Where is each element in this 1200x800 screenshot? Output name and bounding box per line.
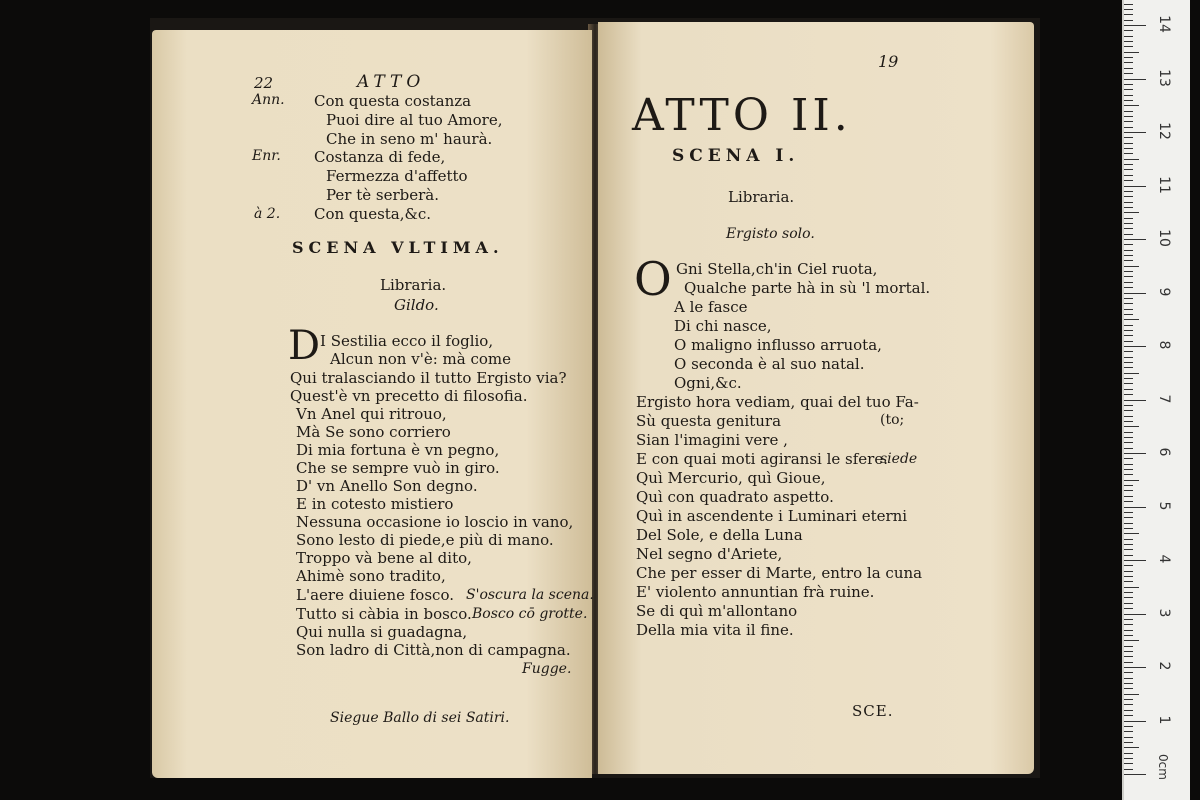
ruler-tick: [1124, 549, 1133, 550]
verse-line: Sono lesto di piede,e più di mano.: [296, 531, 554, 549]
ruler-tick: [1124, 212, 1139, 213]
ruler-tick: [1124, 346, 1146, 347]
verse-line: Quì Mercurio, quì Gioue,: [636, 469, 826, 487]
ruler-tick: [1124, 52, 1139, 53]
ruler-tick: [1124, 576, 1133, 577]
verse-line: A le fasce: [674, 298, 748, 316]
ruler-tick: [1124, 426, 1139, 427]
verse-line: Son ladro di Città,non di campagna.: [296, 641, 571, 659]
ruler-tick: [1124, 218, 1133, 219]
verse-line: O seconda è al suo natal.: [674, 355, 865, 373]
ruler-tick: [1124, 95, 1133, 96]
verse-line: Ogni,&c.: [674, 374, 742, 392]
ruler-tick: [1124, 662, 1133, 663]
character-label: Gildo.: [394, 296, 439, 314]
verse-line: Sù questa genitura: [636, 412, 782, 430]
stage-direction: Bosco cō grotte.: [472, 606, 588, 622]
ruler-tick: [1124, 763, 1133, 764]
ruler-tick: [1124, 469, 1133, 470]
verse-line: Sian l'imagini vere ,: [636, 431, 788, 449]
ruler-tick: [1124, 234, 1133, 235]
act-title: ATTO II.: [632, 90, 852, 141]
ruler-tick: [1124, 630, 1133, 631]
ruler-number: 11: [1156, 175, 1172, 194]
ruler-tick: [1124, 169, 1133, 170]
ruler-tick: [1124, 223, 1133, 224]
measurement-ruler: [1122, 0, 1190, 800]
ruler-tick: [1124, 298, 1133, 299]
ruler-tick: [1124, 678, 1133, 679]
ruler-tick: [1124, 528, 1133, 529]
ruler-tick: [1124, 442, 1133, 443]
ruler-tick: [1124, 710, 1133, 711]
ruler-tick: [1124, 330, 1133, 331]
ruler-tick: [1124, 153, 1133, 154]
ruler-tick: [1124, 758, 1133, 759]
ruler-tick: [1124, 731, 1133, 732]
ruler-tick: [1124, 79, 1146, 80]
ruler-tick: [1124, 619, 1133, 620]
verse-line: Ahimè sono tradito,: [296, 567, 446, 585]
ruler-tick: [1124, 341, 1133, 342]
ruler-tick: [1124, 726, 1133, 727]
ruler-tick: [1124, 159, 1139, 160]
ruler-tick: [1124, 314, 1133, 315]
ruler-tick: [1124, 416, 1133, 417]
ruler-tick: [1124, 383, 1133, 384]
ruler-tick: [1124, 228, 1133, 229]
stage-direction: siede: [880, 451, 918, 467]
verse-line: I Sestilia ecco il foglio,: [320, 332, 494, 350]
ruler-number: 3: [1156, 608, 1172, 617]
ruler-tick: [1124, 592, 1133, 593]
ruler-tick: [1124, 555, 1133, 556]
ruler-tick: [1124, 309, 1133, 310]
verse-line: Troppo và bene al dito,: [296, 549, 472, 567]
scene-heading: SCENA VLTIMA.: [292, 238, 504, 257]
ruler-tick: [1124, 507, 1146, 508]
ruler-tick: [1124, 464, 1133, 465]
left-page: [152, 30, 592, 778]
ruler-tick: [1124, 180, 1133, 181]
ruler-tick: [1124, 560, 1146, 561]
ruler-number: 13: [1156, 68, 1172, 87]
ruler-tick: [1124, 62, 1133, 63]
ruler-tick: [1124, 742, 1133, 743]
verse-line: Ergisto hora vediam, quai del tuo Fa-: [636, 393, 919, 411]
right-page-number: 19: [878, 52, 899, 71]
ruler-tick: [1124, 207, 1133, 208]
verse-line: Quì con quadrato aspetto.: [636, 488, 834, 506]
ruler-tick: [1124, 523, 1133, 524]
ruler-tick: [1124, 4, 1133, 5]
location-label: Libraria.: [380, 276, 447, 294]
ruler-tick: [1124, 41, 1133, 42]
ruler-tick: [1124, 753, 1133, 754]
speaker-label: Ann.: [252, 92, 285, 108]
ruler-tick: [1124, 646, 1133, 647]
verse-line: Che per esser di Marte, entro la cuna: [636, 564, 923, 582]
verse-line: O maligno influsso arruota,: [674, 336, 882, 354]
ruler-tick: [1124, 458, 1133, 459]
verse-line: Che in seno m' haurà.: [326, 130, 493, 148]
verse-line: Per tè serberà.: [326, 186, 440, 204]
ruler-tick: [1124, 73, 1133, 74]
page-footer: Siegue Ballo di sei Satiri.: [330, 710, 510, 726]
ruler-tick: [1124, 287, 1133, 288]
location-label: Libraria.: [728, 188, 795, 206]
ruler-tick: [1124, 581, 1133, 582]
verse-line: Vn Anel qui ritrouo,: [296, 405, 447, 423]
ruler-tick: [1124, 624, 1133, 625]
ruler-tick: [1124, 335, 1133, 336]
verse-line: Nessuna occasione io loscio in vano,: [296, 513, 574, 531]
ruler-number: 5: [1156, 501, 1172, 510]
ruler-tick: [1124, 774, 1146, 775]
ruler-tick: [1124, 25, 1146, 26]
ruler-tick: [1124, 282, 1133, 283]
verse-line: Qui nulla si guadagna,: [296, 623, 468, 641]
ruler-tick: [1124, 635, 1133, 636]
ruler-tick: [1124, 565, 1133, 566]
verse-line: E in cotesto mistiero: [296, 495, 454, 513]
ruler-tick: [1124, 111, 1133, 112]
ruler-tick: [1124, 351, 1133, 352]
ruler-number: 7: [1156, 394, 1172, 403]
ruler-tick: [1124, 244, 1133, 245]
left-running-title: ATTO: [357, 72, 426, 92]
ruler-tick: [1124, 496, 1133, 497]
ruler-tick: [1124, 84, 1133, 85]
ruler-tick: [1124, 432, 1133, 433]
speaker-label: à 2.: [254, 206, 281, 222]
ruler-tick: [1124, 571, 1133, 572]
ruler-tick: [1124, 196, 1133, 197]
ruler-tick: [1124, 293, 1146, 294]
verse-line: Qualche parte hà in sù 'l mortal.: [684, 279, 931, 297]
ruler-tick: [1124, 89, 1133, 90]
ruler-tick: [1124, 683, 1133, 684]
verse-line: Mà Se sono corriero: [296, 423, 451, 441]
ruler-tick: [1124, 512, 1133, 513]
ruler-tick: [1124, 266, 1139, 267]
verse-line: Quì in ascendente i Luminari eterni: [636, 507, 908, 525]
ruler-tick: [1124, 164, 1133, 165]
ruler-tick: [1124, 485, 1133, 486]
ruler-tick: [1124, 30, 1133, 31]
ruler-tick: [1124, 688, 1133, 689]
verse-line: Qui tralasciando il tutto Ergisto via?: [290, 369, 567, 387]
ruler-tick: [1124, 260, 1133, 261]
ruler-tick: [1124, 271, 1133, 272]
verse-line: Alcun non v'è: mà come: [330, 350, 512, 368]
ruler-tick: [1124, 186, 1146, 187]
ruler-tick: [1124, 14, 1133, 15]
ruler-tick: [1124, 747, 1139, 748]
verse-line: L'aere diuiene fosco.: [296, 586, 454, 604]
verse-line: E con quai moti agiransi le sfere.: [636, 450, 888, 468]
ruler-tick: [1124, 672, 1133, 673]
ruler-tick: [1124, 448, 1133, 449]
ruler-tick: [1124, 105, 1139, 106]
ruler-number: 4: [1156, 554, 1172, 564]
ruler-tick: [1124, 303, 1133, 304]
ruler-number: 12: [1156, 122, 1172, 140]
ruler-tick: [1124, 191, 1133, 192]
ruler-tick: [1124, 400, 1146, 401]
ruler-tick: [1124, 116, 1133, 117]
ruler-number: 9: [1156, 287, 1172, 296]
ruler-tick: [1124, 9, 1133, 10]
ruler-tick: [1124, 501, 1133, 502]
ruler-tick: [1124, 137, 1133, 138]
ruler-tick: [1124, 539, 1133, 540]
marginal-note: (to;: [880, 412, 905, 428]
ruler-tick: [1124, 143, 1133, 144]
verse-line: Se di quì m'allontano: [636, 602, 798, 620]
ruler-tick: [1124, 608, 1133, 609]
verse-line: Della mia vita il fine.: [636, 621, 794, 639]
ruler-tick: [1124, 603, 1133, 604]
verse-line: E' violento annuntian frà ruine.: [636, 583, 875, 601]
drop-cap: D: [288, 323, 321, 369]
ruler-tick: [1124, 587, 1139, 588]
ruler-tick: [1124, 46, 1133, 47]
ruler-tick: [1124, 490, 1133, 491]
ruler-tick: [1124, 480, 1139, 481]
ruler-tick: [1124, 453, 1146, 454]
ruler-tick: [1124, 20, 1133, 21]
ruler-tick: [1124, 362, 1133, 363]
ruler-tick: [1124, 533, 1139, 534]
ruler-number: 8: [1156, 340, 1172, 350]
verse-line: Puoi dire al tuo Amore,: [326, 111, 503, 129]
ruler-number: 2: [1156, 661, 1172, 671]
ruler-tick: [1124, 544, 1133, 545]
ruler-tick: [1124, 367, 1133, 368]
ruler-tick: [1124, 121, 1133, 122]
ruler-tick: [1124, 378, 1133, 379]
ruler-tick: [1124, 202, 1133, 203]
ruler-tick: [1124, 36, 1133, 37]
ruler-tick: [1124, 68, 1133, 69]
ruler-tick: [1124, 410, 1133, 411]
right-page: [598, 22, 1034, 774]
verse-line: Di chi nasce,: [674, 317, 772, 335]
verse-line: Con questa,&c.: [314, 205, 432, 223]
ruler-tick: [1124, 276, 1133, 277]
ruler-tick: [1124, 737, 1133, 738]
ruler-tick: [1124, 132, 1146, 133]
left-page-number: 22: [254, 74, 274, 92]
ruler-number: 14: [1156, 15, 1172, 33]
ruler-tick: [1124, 715, 1133, 716]
ruler-tick: [1124, 694, 1139, 695]
ruler-tick: [1124, 437, 1133, 438]
verse-line: Fermezza d'affetto: [326, 167, 468, 185]
character-label: Ergisto solo.: [726, 226, 815, 242]
ruler-number: 6: [1156, 447, 1172, 457]
ruler-tick: [1124, 319, 1139, 320]
ruler-unit-label: 0cm: [1155, 754, 1170, 780]
ruler-number: 10: [1156, 229, 1172, 247]
stage-direction: Fugge.: [522, 661, 572, 677]
ruler-tick: [1124, 373, 1139, 374]
ruler-tick: [1124, 357, 1133, 358]
verse-line: Costanza di fede,: [314, 148, 446, 166]
catchword: SCE.: [852, 702, 894, 720]
verse-line: Nel segno d'Ariete,: [636, 545, 783, 563]
verse-line: D' vn Anello Son degno.: [296, 477, 478, 495]
ruler-tick: [1124, 704, 1133, 705]
ruler-tick: [1124, 769, 1133, 770]
scene-heading: SCENA I.: [672, 146, 800, 166]
verse-line: Del Sole, e della Luna: [636, 526, 803, 544]
ruler-tick: [1124, 57, 1133, 58]
speaker-label: Enr.: [252, 148, 281, 164]
ruler-tick: [1124, 255, 1133, 256]
verse-line: Con questa costanza: [314, 92, 472, 110]
ruler-tick: [1124, 394, 1133, 395]
ruler-tick: [1124, 640, 1139, 641]
verse-line: Tutto si càbia in bosco.: [296, 605, 472, 623]
ruler-tick: [1124, 667, 1146, 668]
verse-line: Che se sempre vuò in giro.: [296, 459, 500, 477]
ruler-tick: [1124, 421, 1133, 422]
ruler-tick: [1124, 597, 1133, 598]
verse-line: Quest'è vn precetto di filosofia.: [290, 387, 528, 405]
open-book: [150, 18, 1040, 778]
stage-direction: S'oscura la scena.: [466, 587, 594, 603]
ruler-tick: [1124, 250, 1133, 251]
ruler-tick: [1124, 699, 1133, 700]
ruler-tick: [1124, 100, 1133, 101]
ruler-tick: [1124, 651, 1133, 652]
ruler-tick: [1124, 721, 1146, 722]
ruler-number: 1: [1156, 715, 1172, 724]
ruler-tick: [1124, 389, 1133, 390]
ruler-tick: [1124, 656, 1133, 657]
ruler-tick: [1124, 127, 1133, 128]
ruler-tick: [1124, 614, 1146, 615]
verse-line: Gni Stella,ch'in Ciel ruota,: [676, 260, 878, 278]
ruler-tick: [1124, 405, 1133, 406]
ruler-tick: [1124, 517, 1133, 518]
ruler-tick: [1124, 175, 1133, 176]
ruler-tick: [1124, 325, 1133, 326]
ruler-tick: [1124, 148, 1133, 149]
ruler-tick: [1124, 239, 1146, 240]
verse-line: Di mia fortuna è vn pegno,: [296, 441, 500, 459]
ruler-tick: [1124, 474, 1133, 475]
drop-cap: O: [634, 252, 672, 306]
